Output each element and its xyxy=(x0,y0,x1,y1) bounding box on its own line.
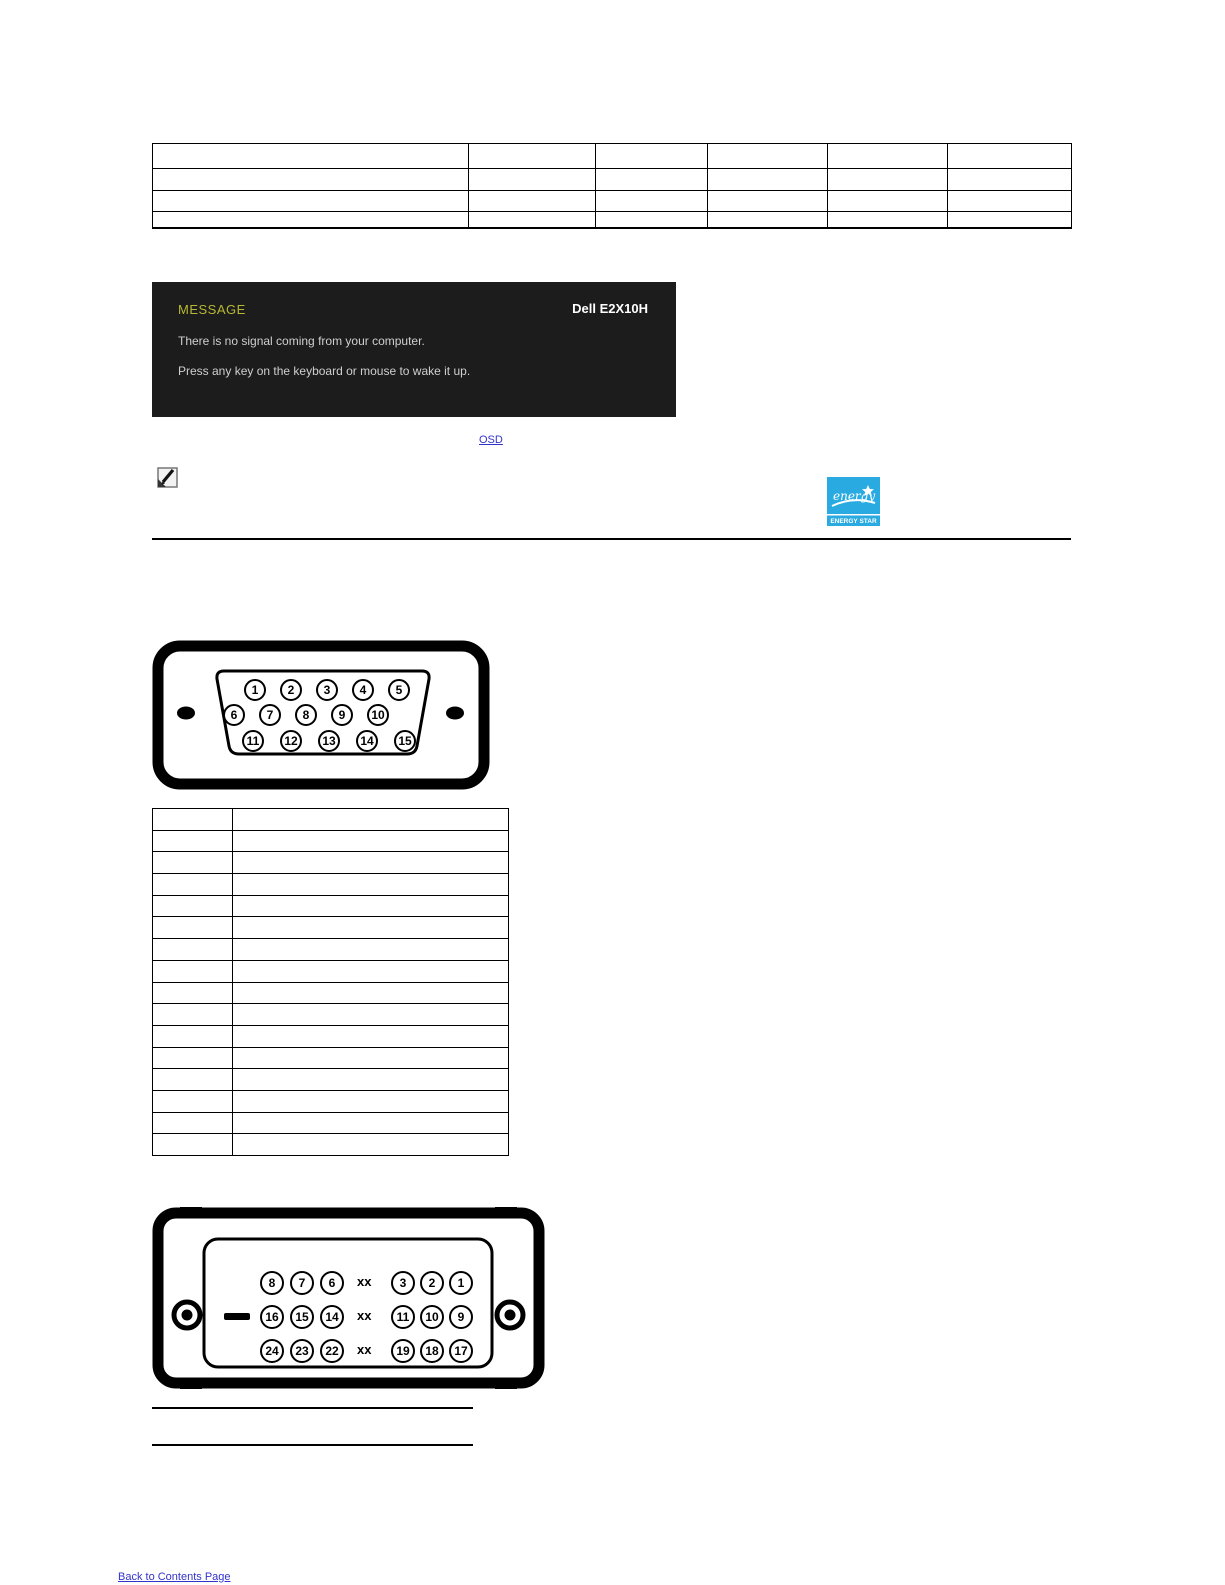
power-table-cell xyxy=(153,169,469,191)
dvi-key-row2: xx xyxy=(357,1308,372,1323)
vga-pin-9: 9 xyxy=(331,704,353,726)
vga-pin-7: 7 xyxy=(259,704,281,726)
pin-table-cell xyxy=(153,895,233,917)
osd-model-label: Dell E2X10H xyxy=(572,301,648,316)
osd-message-line: Press any key on the keyboard or mouse to wake it up. xyxy=(178,364,471,378)
power-table-cell xyxy=(596,144,708,169)
pin-table-cell xyxy=(233,960,509,982)
pin-table-cell xyxy=(233,1134,509,1156)
pin-table-cell xyxy=(153,1112,233,1134)
dvi-pin-6: 6 xyxy=(320,1271,344,1295)
power-table-cell xyxy=(828,144,948,169)
vga-pin-4: 4 xyxy=(352,679,374,701)
power-table-cell xyxy=(596,191,708,212)
dvi-pin-3: 3 xyxy=(391,1271,415,1295)
power-table-cell xyxy=(708,191,828,212)
dvi-pin-17: 17 xyxy=(449,1339,473,1363)
pin-table-cell xyxy=(233,939,509,961)
dvi-pin-24: 24 xyxy=(260,1339,284,1363)
power-table-cell xyxy=(596,212,708,228)
dvi-pin-18: 18 xyxy=(420,1339,444,1363)
power-table-cell xyxy=(948,191,1072,212)
dvi-key-row3: xx xyxy=(357,1342,372,1357)
pin-table-cell xyxy=(233,982,509,1004)
power-table-cell xyxy=(469,212,596,228)
pin-table-cell xyxy=(153,939,233,961)
osd-message-line: There is no signal coming from your computer. xyxy=(178,334,425,348)
dvi-pin-11: 11 xyxy=(391,1305,415,1329)
pin-table-cell xyxy=(153,1047,233,1069)
power-table-cell xyxy=(948,169,1072,191)
pin-table-cell xyxy=(233,1069,509,1091)
power-table-cell xyxy=(948,144,1072,169)
vga-pin-table xyxy=(152,808,509,1156)
pin-table-cell xyxy=(233,1025,509,1047)
osd-message-box xyxy=(152,282,676,417)
power-table-cell xyxy=(828,169,948,191)
vga-pin-13: 13 xyxy=(318,730,340,752)
pin-table-cell xyxy=(233,874,509,896)
pin-table-cell xyxy=(153,874,233,896)
power-table-cell xyxy=(469,169,596,191)
vga-pin-11: 11 xyxy=(242,730,264,752)
vga-pin-5: 5 xyxy=(388,679,410,701)
vga-pin-2: 2 xyxy=(280,679,302,701)
vga-pin-15: 15 xyxy=(394,730,416,752)
power-table-cell xyxy=(708,169,828,191)
pin-table-cell xyxy=(153,1069,233,1091)
power-table-cell xyxy=(469,144,596,169)
pin-table-cell xyxy=(233,917,509,939)
dvi-pin-10: 10 xyxy=(420,1305,444,1329)
dvi-table-rule xyxy=(152,1407,473,1409)
power-table-cell xyxy=(153,191,469,212)
pin-table-cell xyxy=(233,1047,509,1069)
dvi-pin-15: 15 xyxy=(290,1305,314,1329)
power-management-table xyxy=(152,143,1072,229)
vga-pin-3: 3 xyxy=(316,679,338,701)
vga-pin-8: 8 xyxy=(295,704,317,726)
vga-connector-diagram xyxy=(152,640,490,790)
dvi-pin-2: 2 xyxy=(420,1271,444,1295)
dvi-pin-19: 19 xyxy=(391,1339,415,1363)
power-table-cell xyxy=(153,144,469,169)
dvi-pin-9: 9 xyxy=(449,1305,473,1329)
vga-pin-12: 12 xyxy=(280,730,302,752)
pin-table-cell xyxy=(233,895,509,917)
power-table-cell xyxy=(828,212,948,228)
pin-table-cell xyxy=(153,1134,233,1156)
pin-table-cell xyxy=(233,809,509,831)
pin-table-cell xyxy=(153,830,233,852)
power-table-cell xyxy=(948,212,1072,228)
pin-table-cell xyxy=(153,809,233,831)
vga-pin-1: 1 xyxy=(244,679,266,701)
dvi-pin-22: 22 xyxy=(320,1339,344,1363)
power-table-cell xyxy=(153,212,469,228)
pin-table-cell xyxy=(153,1004,233,1026)
dvi-connector-diagram xyxy=(152,1205,545,1390)
dvi-pin-14: 14 xyxy=(320,1305,344,1329)
pin-table-cell xyxy=(153,852,233,874)
energy-star-logo xyxy=(827,477,880,526)
pin-table-cell xyxy=(153,960,233,982)
pin-table-cell xyxy=(233,1112,509,1134)
section-divider xyxy=(152,538,1071,540)
dvi-table-rule xyxy=(152,1444,473,1446)
osd-link[interactable]: OSD xyxy=(479,434,503,446)
vga-pin-6: 6 xyxy=(223,704,245,726)
pin-table-cell xyxy=(153,982,233,1004)
vga-pin-14: 14 xyxy=(356,730,378,752)
back-to-contents-link[interactable]: Back to Contents Page xyxy=(118,1571,231,1583)
pin-table-cell xyxy=(153,1090,233,1112)
energy-star-script: energy xyxy=(833,489,876,503)
pin-table-cell xyxy=(233,852,509,874)
dvi-pin-8: 8 xyxy=(260,1271,284,1295)
power-table-cell xyxy=(828,191,948,212)
energy-star-label: ENERGY STAR xyxy=(830,518,877,525)
power-table-cell xyxy=(708,144,828,169)
vga-pin-10: 10 xyxy=(367,704,389,726)
pin-table-cell xyxy=(233,830,509,852)
power-table-cell xyxy=(708,212,828,228)
pin-table-cell xyxy=(153,1025,233,1047)
power-table-cell xyxy=(469,191,596,212)
dvi-key-row1: xx xyxy=(357,1274,372,1289)
dvi-pin-1: 1 xyxy=(449,1271,473,1295)
osd-message-label: MESSAGE xyxy=(178,302,246,317)
pin-table-cell xyxy=(233,1090,509,1112)
pin-table-cell xyxy=(153,917,233,939)
dvi-pin-23: 23 xyxy=(290,1339,314,1363)
dvi-pin-16: 16 xyxy=(260,1305,284,1329)
note-icon xyxy=(156,466,180,490)
pin-table-cell xyxy=(233,1004,509,1026)
power-table-cell xyxy=(596,169,708,191)
dvi-pin-7: 7 xyxy=(290,1271,314,1295)
dvi-ground-blade xyxy=(224,1313,250,1320)
